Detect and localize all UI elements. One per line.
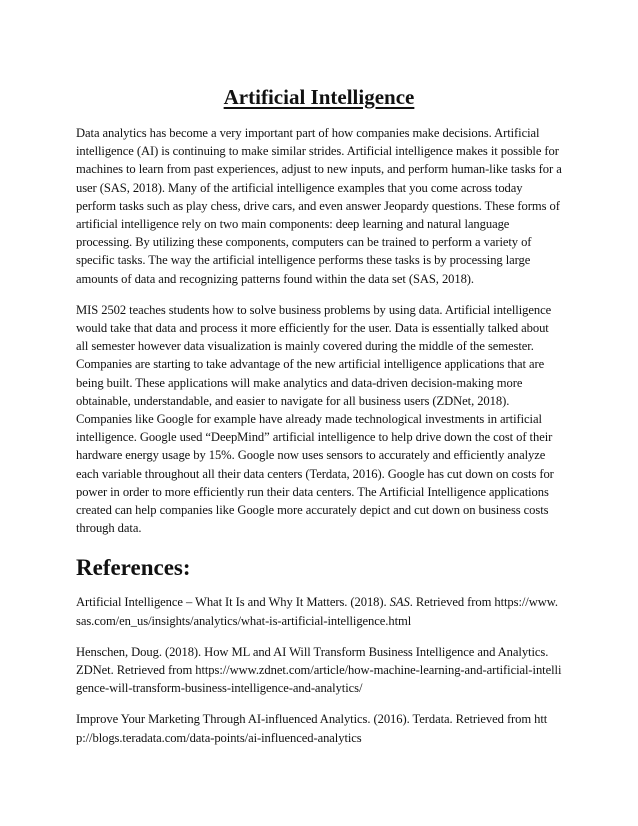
- reference-entry: [76, 593, 562, 629]
- document-body: [76, 124, 562, 747]
- references-heading: References:: [76, 555, 191, 581]
- reference-text: Artificial Intelligence – What It Is and Why It Matters. (2018).: [76, 595, 390, 610]
- body-paragraph-2: MIS 2502 teaches students how to solve business problems by using data. Artificial intelligence would take that data and process it more efficiently for the user. Data is essentially talked about all semester however data visualization is mainly covered during the middle of the semester. Companies are starting to take advantage of the new artificial intelligence applications that are being built. These applications will make analytics and data-driven decision-making more obtainable, understandable, and easier to navigate for all business users (ZDNet, 2018). Companies like Google for example have already made technological investments in artificial intelligence. Google used “DeepMind” artificial intelligence to help drive down the cost of their hardware energy usage by 15%. Google now uses sensors to accurately and efficiently analyze each variable throughout all their data centers (Terdata, 2016). Google has cut down on costs for power in order to more efficiently run their data centers. The Artificial Intelligence applications created can help companies like Google more accurately depict and cut down on business costs through data.: [76, 302, 554, 536]
- reference-url: http://blogs.teradata.com/data-points/ai-influenced-analytics: [76, 712, 548, 745]
- body-paragraph-1: Data analytics has become a very important part of how companies make decisions. Artificial intelligence (AI) is continuing to make similar strides. Artificial intelligence makes it possible for machines to learn from past experiences, adjust to new inputs, and perform human-like tasks for a user (SAS, 2018). Many of the artificial intelligence examples that you come across today perform tasks such as play chess, drive cars, and even answer Jeopardy questions. These forms of artificial intelligence rely on two main components: deep learning and natural language processing. By utilizing these components, computers can be trained to perform a variety of specific tasks. The way the artificial intelligence performs these tasks is by processing large amounts of data and recognizing patterns found within the data set (SAS, 2018).: [76, 126, 562, 286]
- reference-source-italic: SAS: [389, 595, 410, 610]
- document-title: Artificial Intelligence: [223, 85, 415, 109]
- reference-url: https://www.zdnet.com/article/how-machine-learning-and-artificial-intelligence-will-transform-business-intelligence-and-analytics/: [76, 663, 562, 696]
- references-list: [76, 593, 562, 746]
- reference-url: https://www.sas.com/en_us/insights/analytics/what-is-artificial-intelligence.html: [76, 595, 559, 628]
- reference-text-after: . Retrieved from: [409, 595, 495, 610]
- reference-text: Improve Your Marketing Through AI-influenced Analytics. (2016). Terdata. Retrieved from: [76, 712, 535, 727]
- reference-entry: [76, 710, 562, 746]
- reference-text: Henschen, Doug. (2018). How ML and AI Will Transform Business Intelligence and Analytics. ZDNet. Retrieved from: [76, 644, 549, 678]
- reference-entry: [76, 643, 562, 698]
